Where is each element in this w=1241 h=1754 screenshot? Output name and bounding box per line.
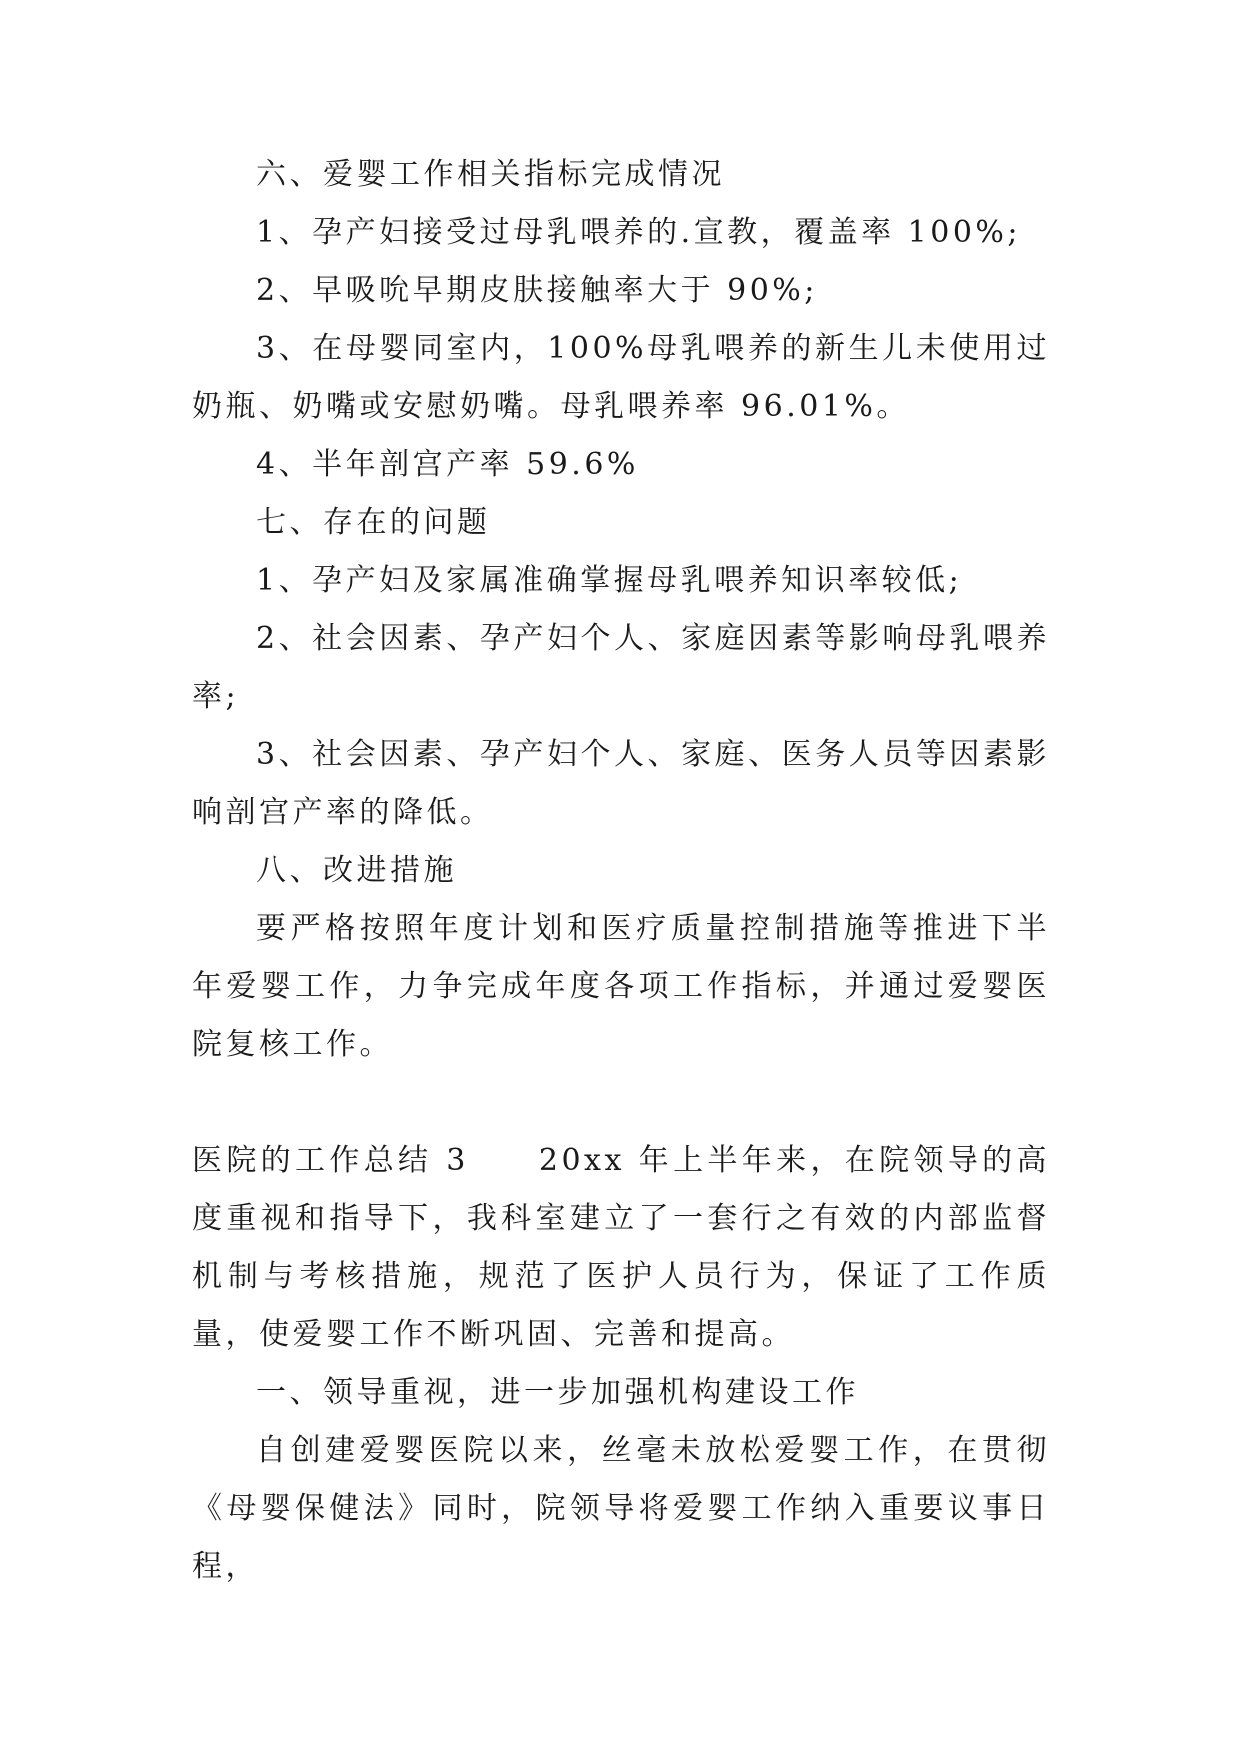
paragraph: 1、孕产妇及家属准确掌握母乳喂养知识率较低; [256, 563, 963, 598]
section-heading-8: 八、改进措施 [256, 853, 457, 888]
section-3-paragraph [192, 1132, 1050, 1364]
paragraph: 3、社会因素、孕产妇个人、家庭、医务人员等因素影响剖宫产率的降低。 [192, 737, 1050, 830]
paragraph: 自创建爱婴医院以来，丝毫未放松爱婴工作，在贯彻《母婴保健法》同时，院领导将爱婴工作纳入重要议事日程， [192, 1433, 1050, 1584]
paragraph: 3、在母婴同室内，100%母乳喂养的新生儿未使用过奶瓶、奶嘴或安慰奶嘴。母乳喂养率 96.01%。 [192, 331, 1050, 424]
section-3-heading: 医院的工作总结 3 [192, 1143, 469, 1178]
section-heading-6: 六、爱婴工作相关指标完成情况 [256, 157, 725, 192]
section-heading-7: 七、存在的问题 [256, 505, 491, 540]
paragraph: 2、早吸吮早期皮肤接触率大于 90%; [256, 273, 818, 308]
paragraph: 4、半年剖宫产率 59.6% [256, 447, 639, 482]
section-heading-1: 一、领导重视，进一步加强机构建设工作 [256, 1375, 859, 1410]
paragraph: 要严格按照年度计划和医疗质量控制措施等推进下半年爱婴工作，力争完成年度各项工作指标，并通过爱婴医院复核工作。 [192, 911, 1050, 1062]
paragraph: 2、社会因素、孕产妇个人、家庭因素等影响母乳喂养率; [192, 621, 1050, 714]
section-3-body: 20xx 年上半年来，在院领导的高度重视和指导下，我科室建立了一套行之有效的内部监督机制与考核措施，规范了医护人员行为，保证了工作质量，使爱婴工作不断巩固、完善和提高。 [192, 1143, 1050, 1352]
paragraph: 1、孕产妇接受过母乳喂养的.宣教，覆盖率 100%; [256, 215, 1022, 250]
